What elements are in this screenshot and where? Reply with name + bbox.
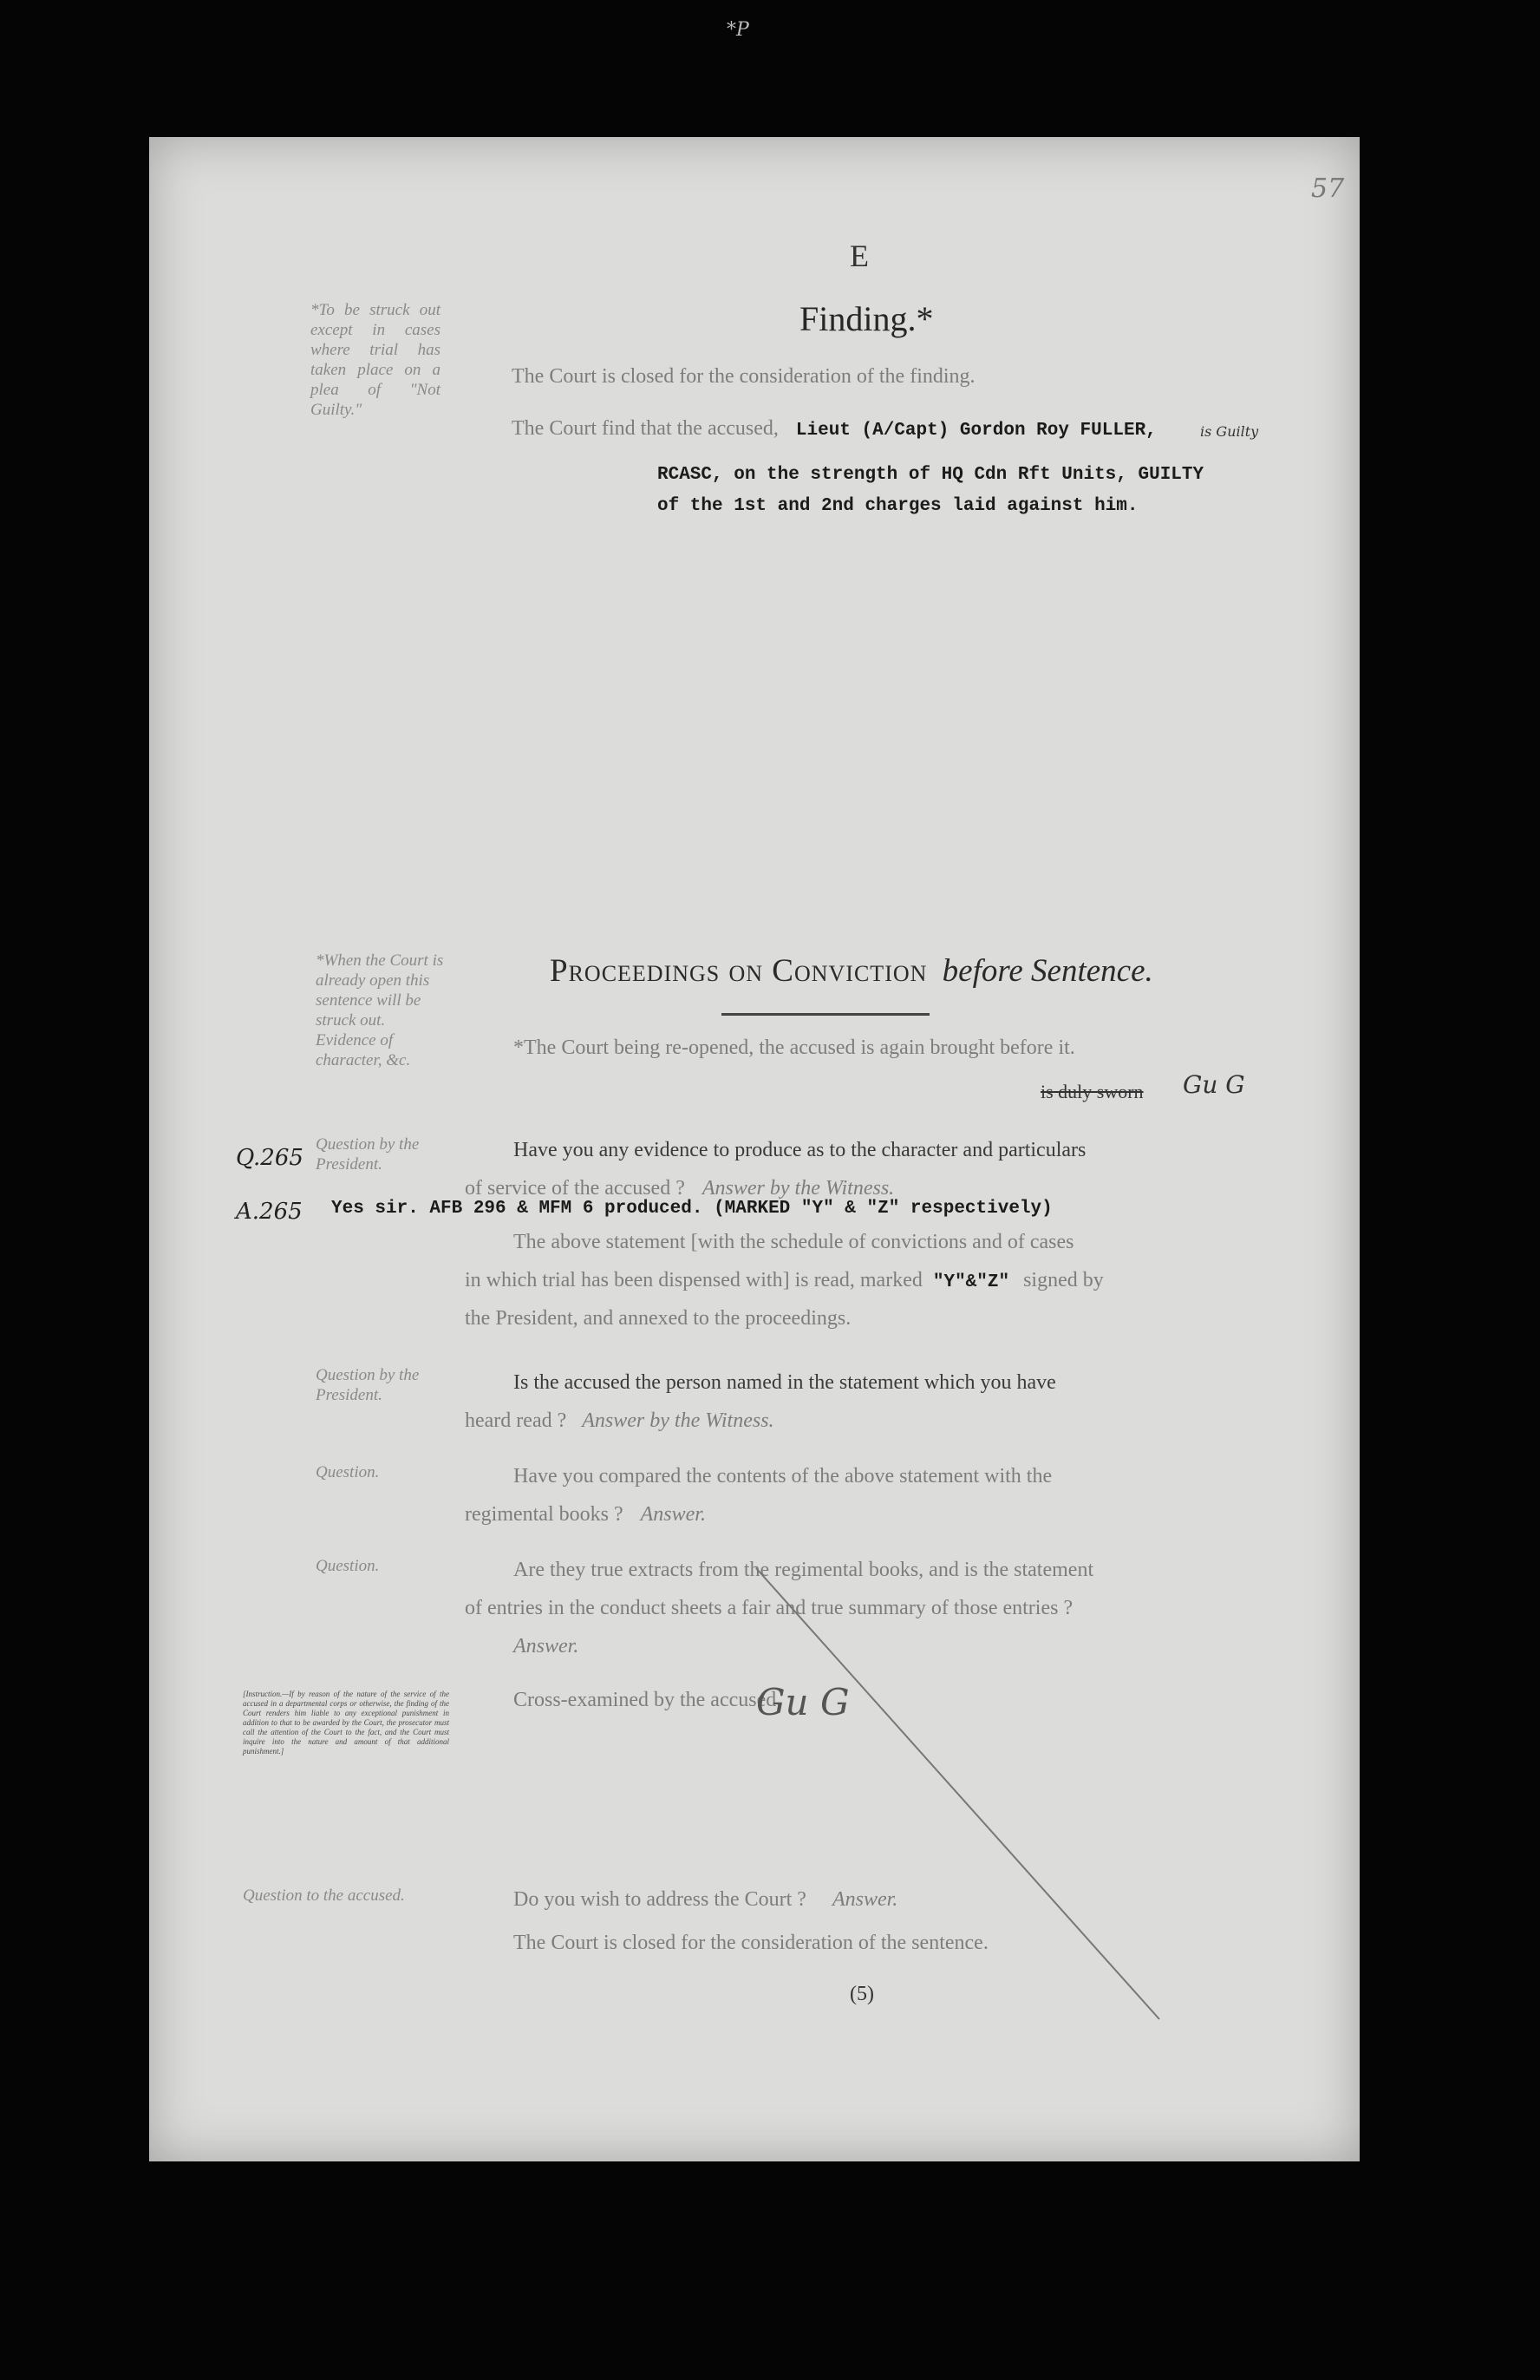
q265-line1: Have you any evidence to produce as to the character and particulars	[513, 1139, 1086, 1161]
section-letter: E	[850, 239, 869, 273]
q3-line2-text: regimental books ?	[465, 1503, 623, 1526]
initials-2: Gu G	[756, 1681, 850, 1723]
q3-answer: Answer.	[640, 1503, 706, 1526]
q3-line1: Have you compared the contents of the above statement with the	[513, 1465, 1053, 1488]
q4-label: Question.	[316, 1557, 380, 1575]
q3-label: Question.	[316, 1463, 380, 1481]
q5-text: Do you wish to address the Court ?	[513, 1888, 806, 1911]
closing-line: The Court is closed for the consideration of the sentence.	[513, 1932, 989, 1954]
q265-line2-text: of service of the accused ?	[465, 1177, 685, 1200]
statement-marked: "Y"&"Z"	[932, 1272, 1010, 1292]
q4-line1: Are they true extracts from the regimental books, and is the statement	[513, 1559, 1094, 1581]
q2-line2-text: heard read ?	[465, 1409, 567, 1432]
cancel-diagonal-line	[149, 137, 1360, 2161]
proceedings-title-caps: Proceedings on Conviction	[550, 953, 928, 989]
statement-line2-text: in which trial has been dispensed with] is read, marked	[465, 1269, 923, 1291]
q265-number: Q.265	[236, 1145, 303, 1171]
statement-line1: The above statement [with the schedule of convictions and of cases	[513, 1231, 1074, 1253]
finding-margin-note: *To be struck out except in cases where trial has taken place on a plea of "Not Guilty."	[310, 301, 440, 419]
q265-answer-label: Answer by the Witness.	[701, 1177, 895, 1200]
q4-answer: Answer.	[513, 1635, 579, 1658]
finding-line2-printed: The Court find that the accused,	[512, 417, 779, 440]
proceedings-title-italic: before Sentence.	[942, 953, 1153, 989]
finding-title: Finding.*	[799, 299, 934, 338]
statement-line3: the President, and annexed to the proceedings.	[465, 1307, 852, 1330]
page-stamp: 57	[1311, 173, 1345, 204]
film-mark: *P	[727, 19, 749, 41]
struck-text: is duly sworn	[1041, 1081, 1144, 1102]
instruction-note: [Instruction.—If by reason of the nature of the service of the accused in a departmental corps or otherwise, the finding of the Court renders him liable to any exceptional punishment in addition to that to be awarded by the Court, the prosecutor must call the attention of the Court to the fact, and the Court must inquire into the nature and amount of that additional punishment.]	[243, 1690, 449, 1756]
accused-name: Lieut (A/Capt) Gordon Roy FULLER,	[795, 421, 1157, 441]
q2-label: Question by the President.	[316, 1366, 420, 1404]
q5-answer: Answer.	[832, 1888, 898, 1911]
reopen-line: *The Court being re-opened, the accused is again brought before it.	[513, 1036, 1075, 1059]
document-page	[149, 137, 1360, 2161]
q4-line2: of entries in the conduct sheets a fair and true summary of those entries ?	[465, 1597, 1073, 1619]
q2-line1: Is the accused the person named in the statement which you have	[513, 1371, 1056, 1394]
page-number: (5)	[850, 1983, 874, 2005]
finding-line4: of the 1st and 2nd charges laid against him.	[657, 496, 1139, 516]
cross-examined: Cross-examined by the accused.	[513, 1689, 782, 1711]
finding-line3: RCASC, on the strength of HQ Cdn Rft Units, GUILTY	[657, 465, 1204, 485]
finding-closed-line: The Court is closed for the consideration of the finding.	[512, 365, 976, 388]
q265-label: Question by the President.	[316, 1135, 420, 1174]
a265-text: Yes sir. AFB 296 & MFM 6 produced. (MARKED "Y" & "Z" respectively)	[331, 1199, 1053, 1219]
proceedings-margin-note: *When the Court is already open this sentence will be struck out. Evidence of character, &c.	[316, 951, 444, 1069]
statement-line2-end: signed by	[1023, 1269, 1104, 1291]
finding-line3-insert: is Guilty	[1200, 423, 1259, 440]
q5-label: Question to the accused.	[243, 1886, 405, 1905]
q2-answer: Answer by the Witness.	[582, 1409, 774, 1432]
initials-1: Gu G	[1183, 1070, 1245, 1099]
a265-number: A.265	[236, 1199, 303, 1225]
